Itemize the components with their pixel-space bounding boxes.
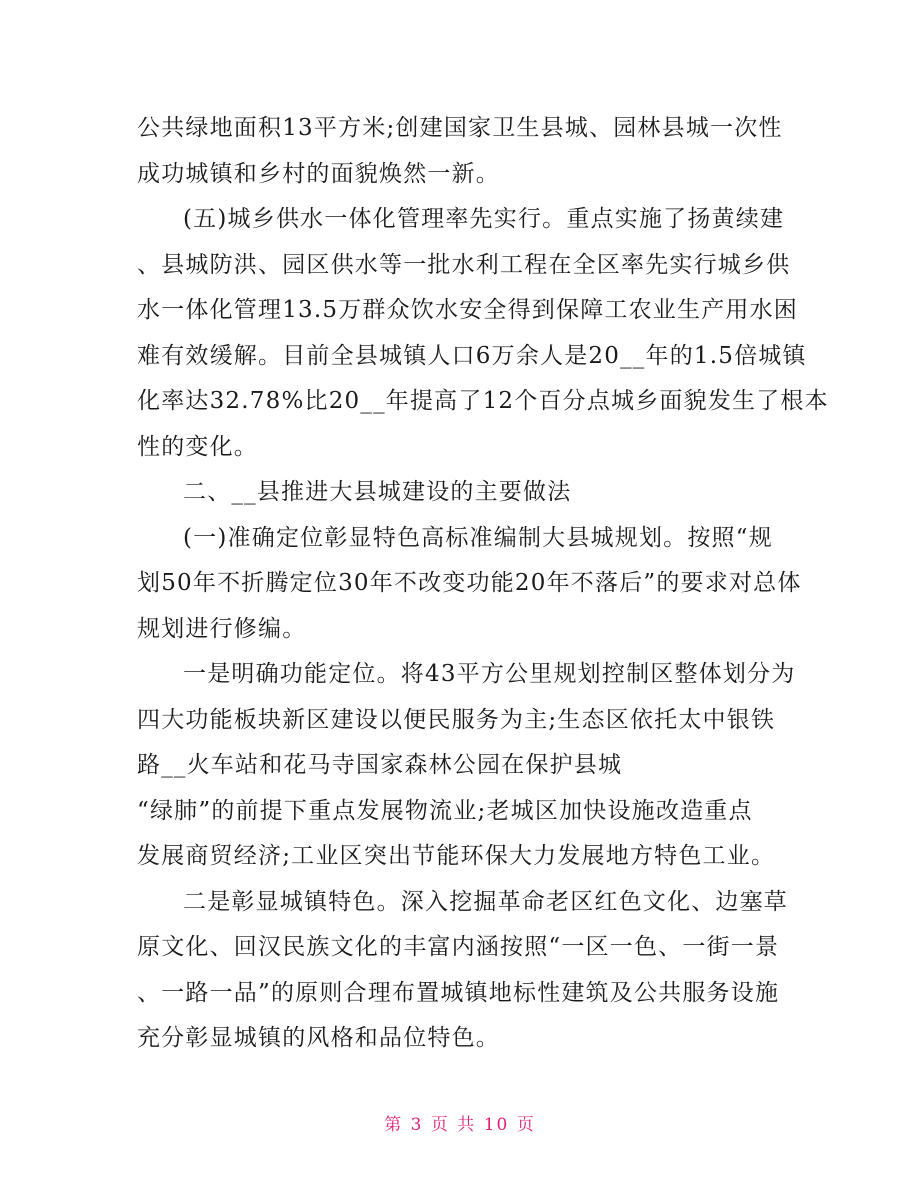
text-line: 原文化、回汉民族文化的丰富内涵按照“一区一色、一街一景 [137,934,780,960]
text-line: 划50年不折腾定位30年不改变功能20年不落后”的要求对总体 [137,570,802,596]
page-number-footer: 第 3 页 共 10 页 [384,1115,536,1135]
text-line: 公共绿地面积13平方米;创建国家卫生县城、园林县城一次性 [137,115,783,141]
text-line: (一)准确定位彰显特色高标准编制大县城规划。按照“规 [183,524,773,551]
text-line: “绿肺”的前提下重点发展物流业;老城区加快设施改造重点 [137,797,753,824]
text-line: 路__火车站和花马寺国家森林公园在保护县城 [137,752,623,778]
text-line: 、一路一品”的原则合理布置城镇地标性建筑及公共服务设施 [137,979,780,1006]
text-line: 一是明确功能定位。将43平方公里规划控制区整体划分为 [183,661,796,687]
text-line: 化率达32.78%比20__年提高了12个百分点城乡面貌发生了根本 [137,388,829,414]
text-line: (五)城乡供水一体化管理率先实行。重点实施了扬黄续建 [183,206,785,232]
text-line: 充分彰显城镇的风格和品位特色。 [137,1025,500,1051]
text-line: 、县城防洪、园区供水等一批水利工程在全区率先实行城乡供 [137,251,791,278]
text-line: 性的变化。 [137,433,258,460]
section-heading: 二、__县推进大县城建设的主要做法 [183,479,572,505]
text-line: 水一体化管理13.5万群众饮水安全得到保障工农业生产用水困 [137,297,799,323]
body-text [137,106,829,1062]
text-line: 难有效缓解。目前全县城镇人口6万余人是20__年的1.5倍城镇 [137,342,807,369]
text-line: 规划进行修编。 [137,615,307,642]
text-line: 二是彰显城镇特色。深入挖掘革命老区红色文化、边塞草 [183,888,788,915]
text-line: 成功城镇和乡村的面貌焕然一新。 [137,160,500,187]
text-line: 四大功能板块新区建设以便民服务为主;生态区依托太中银铁 [137,706,776,733]
text-line: 发展商贸经济;工业区突出节能环保大力发展地方特色工业。 [137,843,776,869]
